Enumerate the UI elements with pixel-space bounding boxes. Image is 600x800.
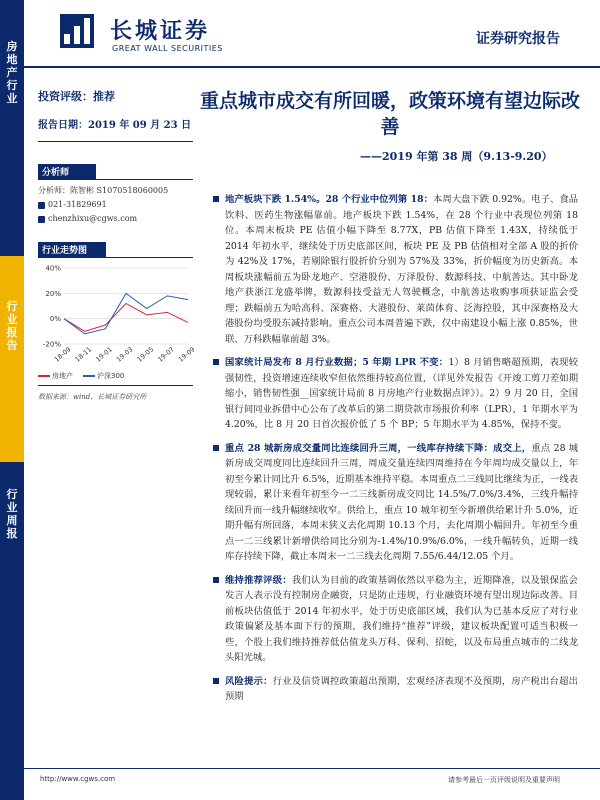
sidebar-highlight [0,256,24,462]
report-type: 证券研究报告 [476,31,560,47]
analyst-name: 分析师：陈智彬 S1070518060005 [38,186,169,195]
divider [38,179,193,180]
x-tick-label: 19-05 [135,345,156,364]
bullet-icon [213,359,219,365]
header-divider [24,66,600,68]
series-line [64,303,188,331]
logo-text-en: GREAT WALL SECURITIES [112,44,223,53]
x-tick-label: 18-11 [73,345,94,364]
paragraph-transactions: 重点 28 城新房成交量同比连续回升三周，一线库存持续下降：成交上，重点 28 城新房成交周度同比连续回升三周，周成交量连续四周维持在今年周均成交量以上，年初至今累计同比升 6.5%，近期基本维持平稳。本周重点二三线同比继续为正，一线表现较弱，累计来看年初至今一二三线新房成交同比 14.5%/7.0%/3.4%，三线升幅持续回升而一线升幅继续收窄。供给上，重点 10 城年初至今新增供给累计升 5.0%，近期升幅有所回落，本周末狭义去化周期 10.13 个月，去化周期小幅回升。年初至今重点一二三线累计新增供给同比分别为-1.4%/10.9%/6.0%，一线升幅转负，近期一线库存持续下降，截止本周末一二三线去化周期 7.55/6.44/12.05 个月。 [213,441,578,565]
x-tick-label: 19-01 [94,345,114,364]
legend-item: 沪深300 [83,371,124,381]
sidebar-report-type: 行业报告 [6,300,18,352]
divider [38,385,193,386]
chart-legend [38,371,193,381]
trend-chart [38,262,197,367]
divider [38,257,193,258]
divider [38,141,193,142]
paragraph-market: 地产板块下跌 1.54%。28 个行业中位列第 18：本周大盘下跌 0.92%。电子、食品饮料、医药生物涨幅靠前。地产板块下跌 1.54%，在 28 个行业中表现位列第 18 位。本周末板块 PE 估值小幅下降至 8.77X，PB 估值下降至 1.43X，持续低于 2014 年初水平，继续处于历史底部区间，板块 PE 及 PB 估值相对全部 A 股的折价为 42%及 17%，若剔除银行股折价分别为 57%及 33%，折价幅度为历史新高。本周板块涨幅前五为卧龙地产、空港股份、万泽股份、数源科技、中航善达。其中卧龙地产获浙江龙盛举牌，数源科技受益无人驾驶概念，中航善达收购事项获证监会受理；跌幅前五为哈高科、深赛格、大港股份、莱茵体育、泛海控股，其中深赛格及大港股份均受股东减持影响。重点公司本周普遍下跌，仅中南建设小幅上涨 0.85%，世联、万科跌幅靠前超 3%。 [213,192,578,347]
y-tick-label: 40% [45,264,61,273]
trend-tag: 行业走势图 [38,242,106,257]
report-subtitle: ——2019 年第 38 周（9.13-9.20） [360,150,553,163]
left-column [38,88,197,402]
email-icon [38,216,45,223]
footer-divider [24,768,600,769]
chart-source: 数据来源：wind、长城证券研究所 [38,393,147,401]
sidebar-weekly: 行业周报 [6,488,18,540]
y-tick-label: -20% [42,340,61,349]
main-content [213,192,578,713]
investment-rating: 投资评级：推荐 [38,90,115,103]
y-tick-label: 0% [49,315,61,324]
paragraph-rating: 维持推荐评级：我们认为目前的政策基调依然以平稳为主，近期降准，以及银保监会发言人表示没有控制房企融资，只是防止违规，行业融资环境有望出现边际改善。目前板块估值低于 2014 年初水平，处于历史底部区域，我们认为已基本反应了对行业政策偏紧及基本面下行的预期，我们维持“推荐”评级，建议板块配置可适当积极一些，个股上我们维持推荐低估值龙头万科、保利、招蛇，以及布局重点城市的二线龙头阳光城。 [213,573,578,666]
paragraph-policy: 国家统计局发布 8 月行业数据；5 年期 LPR 不变：1）8 月销售略超预期，表现较强韧性，投资增速连续收窄但依然维持较高位置，（详见外发报告《开竣工剪刀差如期缩小，销售韧性强__国家统计局前 8 月房地产行业数据点评》）。2）9 月 20 日，全国银行间同业拆借中心公布了改革后的第二期贷款市场报价利率（LPR），1 年期水平为 4.20%，比 8 月 20 日首次报价低了 5 个 BP；5 年期水平为 4.85%，保持不变。 [213,355,578,433]
page-header [24,0,600,66]
analyst-tag: 分析师 [38,164,96,179]
legend-item: 房地产 [38,371,73,381]
logo-icon [60,14,94,48]
legend-swatch [38,375,50,377]
x-tick-label: 19-03 [114,345,135,364]
analyst-phone: 021-31829691 [38,198,193,212]
bullet-icon [213,678,219,684]
analyst-email[interactable]: chenzhixu@cgws.com [38,212,193,226]
logo-text: 长城证券 [110,18,211,44]
x-tick-label: 19-09 [176,345,197,364]
bullet-icon [213,577,219,583]
bullet-icon [213,196,219,202]
footer-note: 请参考最后一页评级说明及重要声明 [448,776,560,784]
paragraph-risk: 风险提示：行业及信贷调控政策超出预期，宏观经济表现不及预期，房产税出台超出预期 [213,674,578,705]
x-tick-label: 18-09 [52,345,73,364]
legend-swatch [83,375,95,377]
phone-icon [38,202,45,209]
sidebar-industry: 房地产行业 [6,40,18,105]
report-title: 重点城市成交有所回暖，政策环境有望边际改善 [200,90,581,138]
bullet-icon [213,445,219,451]
report-date: 报告日期：2019 年 09 月 23 日 [38,120,192,131]
x-tick-label: 19-07 [156,345,176,364]
y-tick-label: 20% [45,289,61,298]
footer-url[interactable]: http://www.cgws.com [40,775,116,783]
